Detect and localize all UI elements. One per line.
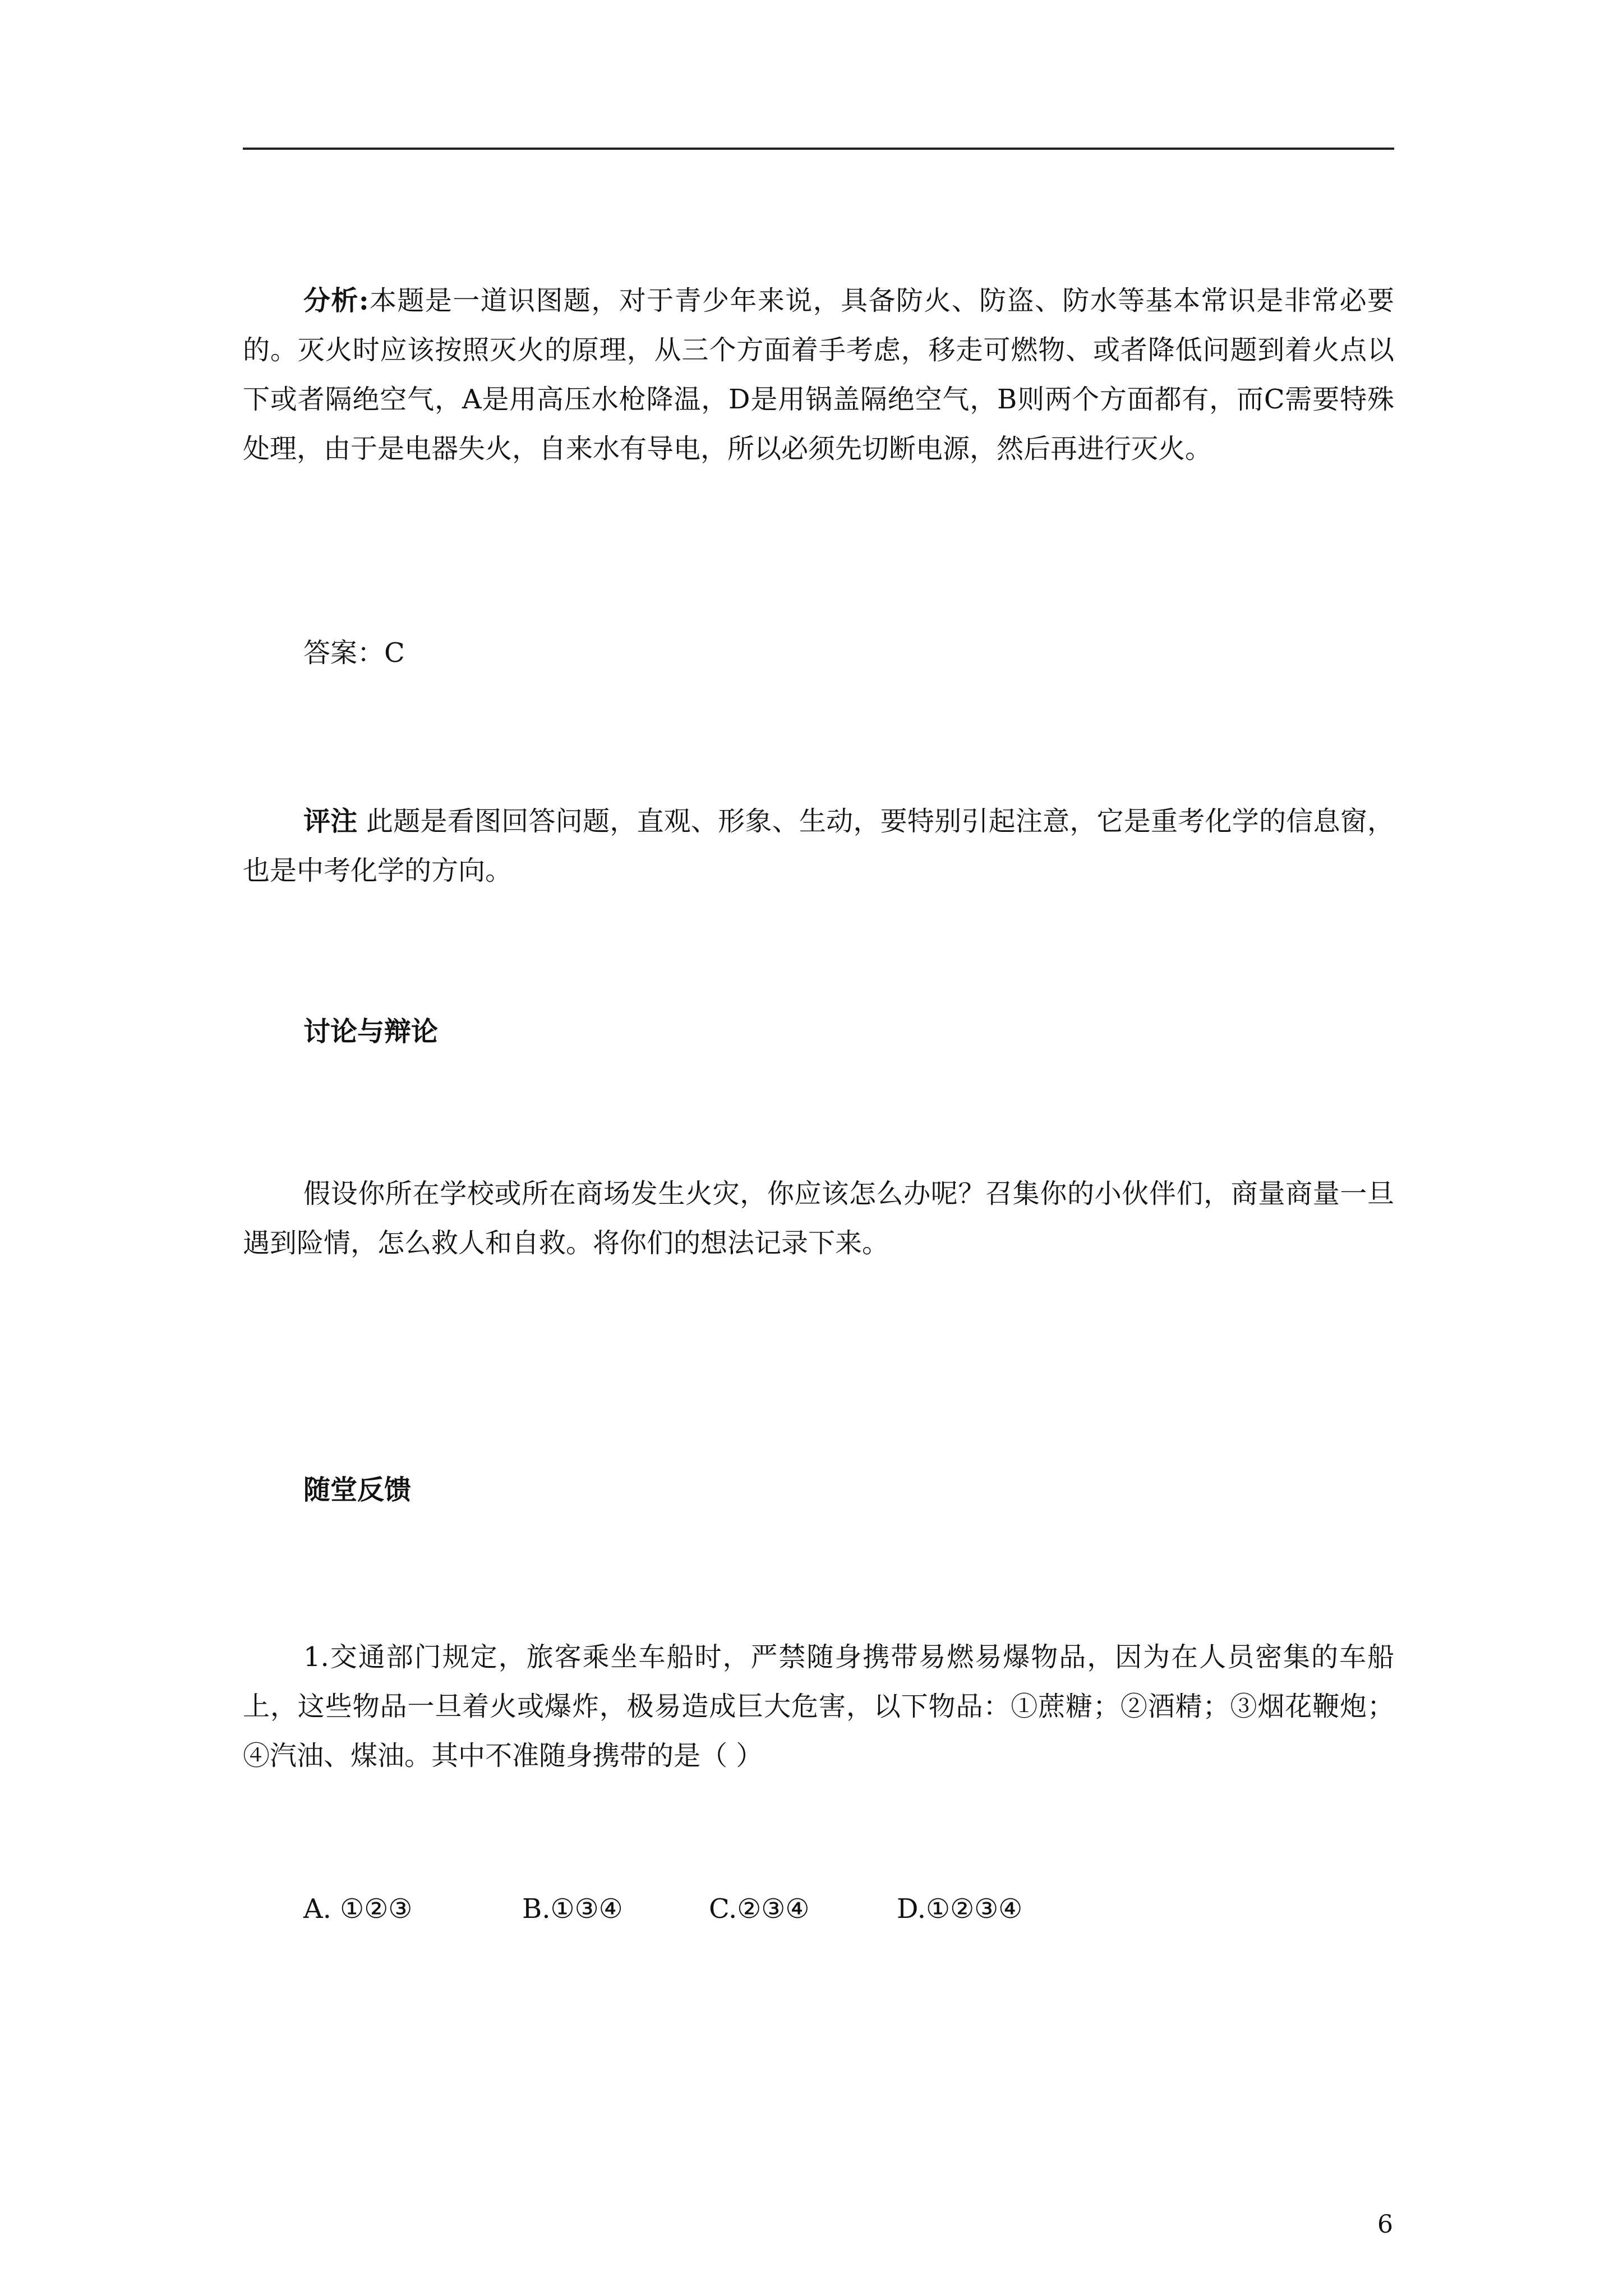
analysis-paragraph xyxy=(243,276,1394,473)
answer-line: 答案：C xyxy=(303,637,405,669)
feedback-heading: 随堂反馈 xyxy=(303,1474,412,1506)
option-b: B.①③④ xyxy=(522,1893,623,1925)
option-a: A. ①②③ xyxy=(303,1893,413,1925)
question-paragraph: 1.交通部门规定，旅客乘坐车船时，严禁随身携带易燃易爆物品，因为在人员密集的车船上，这些物品一旦着火或爆炸，极易造成巨大危害，以下物品：①蔗糖；②酒精；③烟花鞭炮；④汽油、煤油。其中不准随身携带的是（ ） xyxy=(243,1641,1394,1772)
header-rule xyxy=(243,148,1394,150)
discussion-heading: 讨论与辩论 xyxy=(303,1016,439,1047)
page-number: 6 xyxy=(1377,2210,1393,2239)
comment-paragraph xyxy=(243,797,1394,895)
analysis-label: 分析: xyxy=(303,285,369,316)
discussion-paragraph: 假设你所在学校或所在商场发生火灾，你应该怎么办呢？召集你的小伙伴们，商量商量一旦遇到险情，怎么救人和自救。将你们的想法记录下来。 xyxy=(243,1178,1394,1259)
comment-text: 此题是看图回答问题，直观、形象、生动，要特别引起注意，它是重考化学的信息窗，也是中考化学的方向。 xyxy=(243,806,1394,886)
analysis-text: 本题是一道识图题，对于青少年来说，具备防火、防盗、防水等基本常识是非常必要的。灭火时应该按照灭火的原理，从三个方面着手考虑，移走可燃物、或者降低问题到着火点以下或者隔绝空气，A是用高压水枪降温，D是用锅盖隔绝空气，B则两个方面都有，而C需要特殊处理，由于是电器失火，自来水有导电，所以必须先切断电源，然后再进行灭火。 xyxy=(243,285,1394,464)
option-c: C.②③④ xyxy=(709,1893,810,1925)
comment-label: 评注 xyxy=(303,806,358,837)
option-d: D.①②③④ xyxy=(897,1893,1023,1925)
